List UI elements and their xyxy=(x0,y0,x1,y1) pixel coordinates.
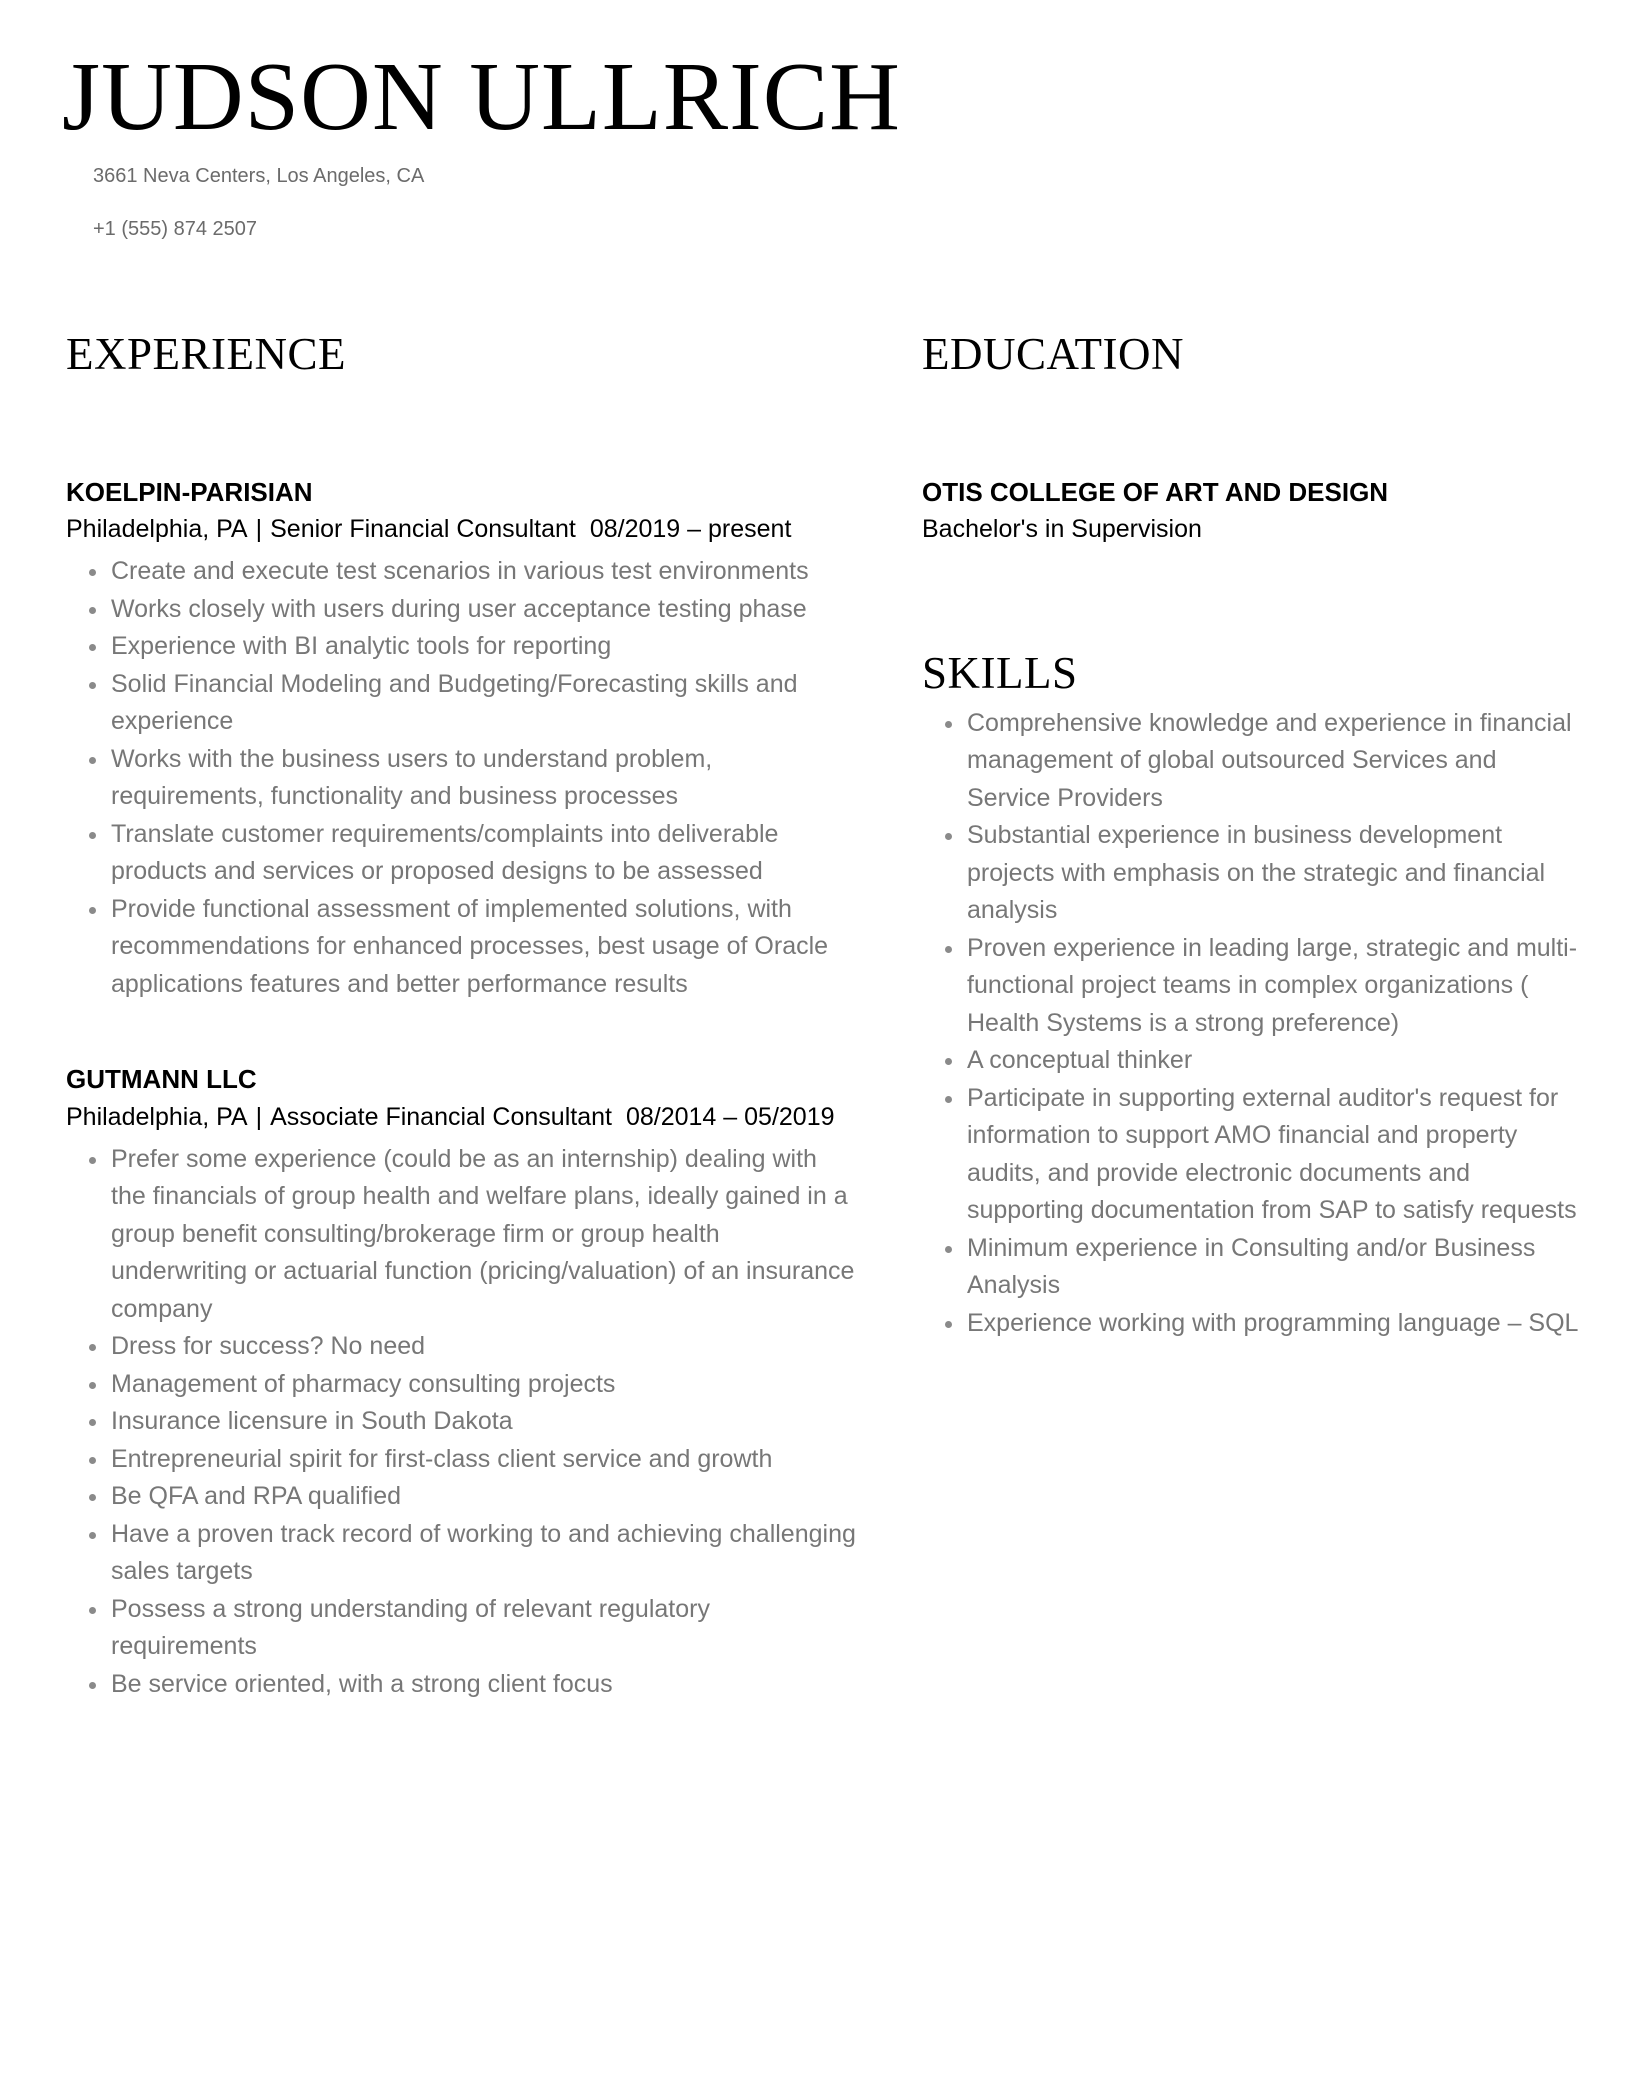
job-bullet: Solid Financial Modeling and Budgeting/Forecasting skills and experience xyxy=(111,666,856,741)
job-bullet: Works closely with users during user acceptance testing phase xyxy=(111,591,856,629)
job-role: Associate Financial Consultant xyxy=(270,1102,612,1131)
job-separator: | xyxy=(255,515,263,544)
candidate-name: JUDSON ULLRICH xyxy=(62,43,901,151)
job-bullet: Prefer some experience (could be as an internship) dealing with the financials of group health and welfare plans, ideally gained in a group benefit consulting/brokerage firm or group health underwriting or actuarial function (pricing/valuation) of an insurance company xyxy=(111,1141,856,1329)
job-entry xyxy=(66,1063,856,1703)
skill-item: Minimum experience in Consulting and/or Business Analysis xyxy=(967,1230,1582,1305)
education-skills-column xyxy=(922,330,1582,1342)
job-bullet: Dress for success? No need xyxy=(111,1328,856,1366)
job-bullet: Experience with BI analytic tools for reporting xyxy=(111,628,856,666)
education-degree: Bachelor's in Supervision xyxy=(922,515,1202,544)
job-bullet: Translate customer requirements/complaints into deliverable products and services or proposed designs to be assessed xyxy=(111,816,856,891)
job-bullet: Entrepreneurial spirit for first-class client service and growth xyxy=(111,1441,856,1479)
job-separator: | xyxy=(255,1102,263,1131)
job-details xyxy=(66,513,856,547)
job-bullet: Management of pharmacy consulting projects xyxy=(111,1366,856,1404)
contact-phone: +1 (555) 874 2507 xyxy=(93,218,258,240)
job-bullet: Insurance licensure in South Dakota xyxy=(111,1403,856,1441)
skill-item: Proven experience in leading large, strategic and multi-functional project teams in complex organizations ( Health Systems is a strong preference) xyxy=(967,930,1582,1043)
job-bullet: Have a proven track record of working to and achieving challenging sales targets xyxy=(111,1516,856,1591)
contact-address: 3661 Neva Centers, Los Angeles, CA xyxy=(93,165,425,187)
experience-heading: EXPERIENCE xyxy=(66,329,346,379)
job-bullet: Possess a strong understanding of relevant regulatory requirements xyxy=(111,1591,856,1666)
job-dates: 08/2014 – 05/2019 xyxy=(625,1102,835,1131)
job-bullet: Be service oriented, with a strong client focus xyxy=(111,1666,856,1704)
job-details xyxy=(66,1101,856,1135)
job-location: Philadelphia, PA xyxy=(66,1102,248,1131)
job-bullet: Works with the business users to understand problem, requirements, functionality and business processes xyxy=(111,741,856,816)
job-bullets xyxy=(66,1141,856,1704)
job-location: Philadelphia, PA xyxy=(66,515,248,544)
job-bullets xyxy=(66,553,856,1003)
job-company: GUTMANN LLC xyxy=(66,1064,257,1095)
skill-item: Participate in supporting external auditor's request for information to support AMO financial and property audits, and provide electronic documents and supporting documentation from SAP to satisfy requests xyxy=(967,1080,1582,1230)
job-entry xyxy=(66,476,856,1004)
job-bullet: Create and execute test scenarios in various test environments xyxy=(111,553,856,591)
skill-item: Comprehensive knowledge and experience in financial management of global outsourced Services and Service Providers xyxy=(967,705,1582,818)
education-heading: EDUCATION xyxy=(922,329,1184,379)
experience-column xyxy=(66,330,856,1703)
education-school: OTIS COLLEGE OF ART AND DESIGN xyxy=(922,476,1389,507)
skill-item: A conceptual thinker xyxy=(967,1042,1582,1080)
job-bullet: Be QFA and RPA qualified xyxy=(111,1478,856,1516)
job-company: KOELPIN-PARISIAN xyxy=(66,476,313,507)
education-entry xyxy=(922,476,1582,548)
job-role: Senior Financial Consultant xyxy=(270,515,576,544)
skills-list xyxy=(922,705,1582,1343)
job-dates: 08/2019 – present xyxy=(589,515,792,544)
job-bullet: Provide functional assessment of implemented solutions, with recommendations for enhanced processes, best usage of Oracle applications features and better performance results xyxy=(111,891,856,1004)
skill-item: Experience working with programming language – SQL xyxy=(967,1305,1582,1343)
skills-heading: SKILLS xyxy=(922,648,1078,699)
skill-item: Substantial experience in business development projects with emphasis on the strategic and financial analysis xyxy=(967,817,1582,930)
